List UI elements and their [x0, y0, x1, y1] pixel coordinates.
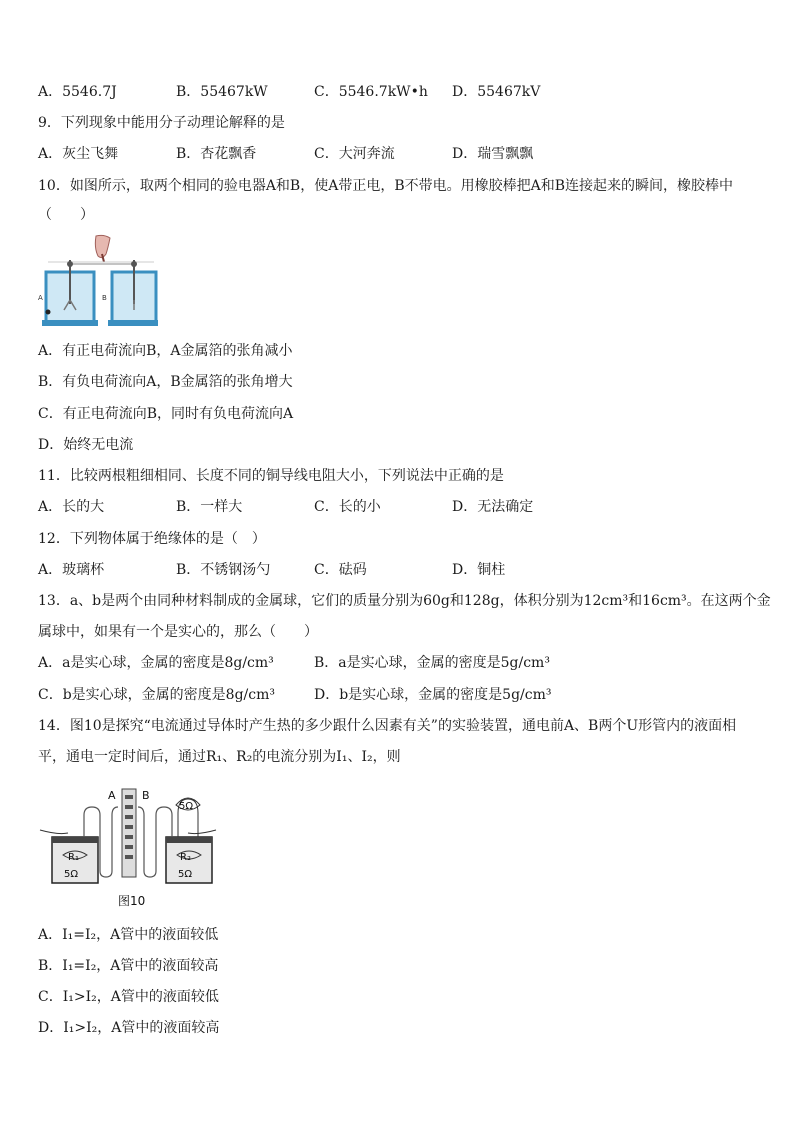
r2-label: R₂: [180, 852, 191, 863]
tube-b-label: B: [142, 789, 150, 802]
q11-option-b: B．一样大: [176, 499, 243, 515]
q10-stem-line2: （ ）: [38, 207, 94, 223]
q8-option-b: B．55467kW: [176, 84, 268, 100]
q13-stem-line1: 13．a、b是两个由同种材料制成的金属球，它们的质量分别为60g和128g，体积分别为12cm³和16cm³。在这两个金: [38, 593, 771, 609]
q14-heating-apparatus-figure: [38, 785, 218, 910]
electroscope-b-icon: [108, 260, 158, 326]
q14-option-c: C．I₁>I₂，A管中的液面较低: [38, 989, 219, 1005]
q10-electroscope-figure: [38, 234, 158, 330]
label-a: A: [38, 294, 43, 302]
q9-option-a: A．灰尘飞舞: [38, 146, 119, 162]
q9-option-d: D．瑞雪飘飘: [452, 146, 534, 162]
q11-option-a: A．长的大: [38, 499, 105, 515]
q9-stem: 9．下列现象中能用分子动理论解释的是: [38, 115, 285, 131]
q8-option-d: D．55467kV: [452, 84, 541, 100]
q12-option-b: B．不锈钢汤勺: [176, 562, 271, 578]
q13-option-c: C．b是实心球，金属的密度是8g/cm³: [38, 687, 275, 703]
q10-stem-line1: 10．如图所示，取两个相同的验电器A和B，使A带正电，B不带电。用橡胶棒把A和B连接起来的瞬间，橡胶棒中: [38, 178, 734, 194]
q8-option-a: A．5546.7J: [38, 84, 117, 100]
tube-a-label: A: [108, 789, 116, 802]
r1-value: 5Ω: [64, 869, 79, 880]
q9-option-b: B．杏花飘香: [176, 146, 257, 162]
q10-option-c: C．有正电荷流向B，同时有负电荷流向A: [38, 406, 294, 422]
q13-option-a: A．a是实心球，金属的密度是8g/cm³: [38, 655, 274, 671]
q12-option-c: C．砝码: [314, 562, 367, 578]
r2-value: 5Ω: [178, 869, 193, 880]
q11-option-d: D．无法确定: [452, 499, 534, 515]
parallel-resistor-value: 5Ω: [179, 801, 194, 812]
q13-option-d: D．b是实心球，金属的密度是5g/cm³: [314, 687, 552, 703]
q12-option-d: D．铜柱: [452, 562, 506, 578]
q10-option-d: D．始终无电流: [38, 437, 134, 453]
r1-label: R₁: [68, 852, 79, 863]
q10-option-b: B．有负电荷流向A，B金属箔的张角增大: [38, 374, 293, 390]
q12-option-a: A．玻璃杯: [38, 562, 105, 578]
figure-caption: 图10: [118, 894, 146, 908]
q13-option-b: B．a是实心球，金属的密度是5g/cm³: [314, 655, 550, 671]
label-b: B: [102, 294, 107, 302]
q14-stem-line1: 14．图10是探究“电流通过导体时产生热的多少跟什么因素有关”的实验装置，通电前A、B两个U形管内的液面相: [38, 718, 737, 734]
q14-option-a: A．I₁=I₂，A管中的液面较低: [38, 927, 219, 943]
q14-option-d: D．I₁>I₂，A管中的液面较高: [38, 1020, 220, 1036]
q10-option-a: A．有正电荷流向B，A金属箔的张角减小: [38, 343, 293, 359]
q13-stem-line2: 属球中，如果有一个是实心的，那么（ ）: [38, 624, 318, 640]
q12-stem: 12．下列物体属于绝缘体的是（ ）: [38, 531, 266, 547]
q9-option-c: C．大河奔流: [314, 146, 395, 162]
q14-stem-line2: 平，通电一定时间后，通过R₁、R₂的电流分别为I₁、I₂，则: [38, 749, 401, 765]
electroscope-a-icon: [42, 260, 98, 326]
q8-option-c: C．5546.7kW•h: [314, 84, 428, 100]
q11-stem: 11．比较两根粗细相同、长度不同的铜导线电阻大小，下列说法中正确的是: [38, 468, 504, 484]
q11-option-c: C．长的小: [314, 499, 381, 515]
q14-option-b: B．I₁=I₂，A管中的液面较高: [38, 958, 219, 974]
